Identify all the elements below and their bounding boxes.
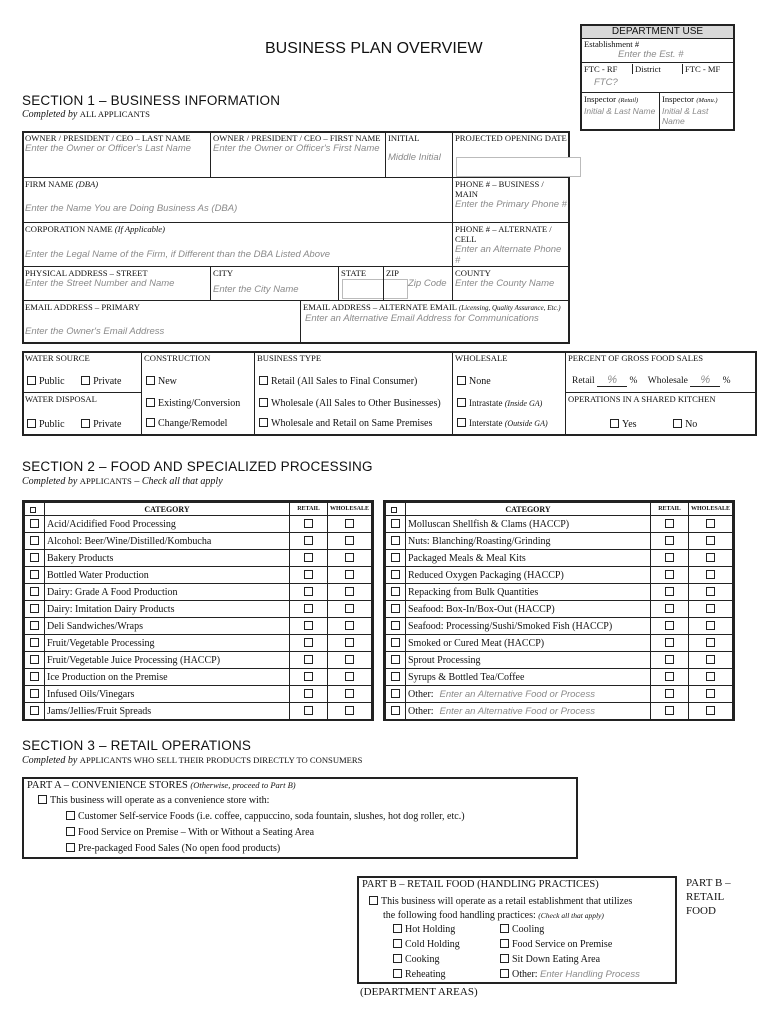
- table-row: [386, 516, 733, 533]
- part-b-title: PART B – RETAIL FOOD (HANDLING PRACTICES): [362, 879, 599, 890]
- water-disposal-public[interactable]: Public: [27, 419, 65, 430]
- row-wholesale-checkbox[interactable]: [328, 652, 372, 669]
- row-retail-checkbox[interactable]: [290, 601, 328, 618]
- ftc-mf-label: FTC - MF: [682, 64, 720, 74]
- row-retail-checkbox[interactable]: [290, 533, 328, 550]
- other-label: Other:: [408, 705, 434, 717]
- row-wholesale-checkbox[interactable]: [328, 550, 372, 567]
- row-checkbox[interactable]: [25, 516, 45, 533]
- part-b-main-checkbox[interactable]: This business will operate as a retail establishment that utilizes: [369, 896, 632, 907]
- row-wholesale-checkbox[interactable]: [328, 584, 372, 601]
- table-row: [386, 652, 733, 669]
- inspector-retail-input[interactable]: Initial & Last Name: [584, 106, 656, 116]
- street-label: PHYSICAL ADDRESS – STREET: [25, 268, 148, 278]
- business-type-both[interactable]: Wholesale and Retail on Same Premises: [259, 418, 432, 429]
- section3-who: APPLICANTS WHO SELL THEIR PRODUCTS DIRECTLY TO CONSUMERS: [79, 755, 363, 765]
- row-checkbox[interactable]: [386, 584, 406, 601]
- col-category: CATEGORY: [45, 503, 290, 516]
- row-wholesale-checkbox[interactable]: [328, 516, 372, 533]
- part-a-self-service[interactable]: Customer Self-service Foods (i.e. coffee, cappuccino, soda fountain, slushes, hot dog roller, etc.): [66, 811, 465, 822]
- corporation-label: CORPORATION NAME: [25, 224, 113, 234]
- row-category: Infused Oils/Vinegars: [45, 686, 290, 703]
- business-type-label: BUSINESS TYPE: [257, 353, 322, 363]
- water-source-label: WATER SOURCE: [25, 353, 90, 363]
- row-wholesale-checkbox[interactable]: [328, 533, 372, 550]
- water-disposal-private[interactable]: Private: [81, 419, 121, 430]
- row-wholesale-checkbox[interactable]: [689, 635, 733, 652]
- row-checkbox[interactable]: [386, 669, 406, 686]
- inspector-retail-note: (Retail): [618, 97, 639, 104]
- row-wholesale-checkbox[interactable]: [328, 601, 372, 618]
- row-category: Seafood: Processing/Sushi/Smoked Fish (HACCP): [406, 618, 651, 635]
- row-checkbox[interactable]: [25, 652, 45, 669]
- percent-sales-label: PERCENT OF GROSS FOOD SALES: [568, 353, 703, 363]
- firm-name-note: (DBA): [75, 179, 99, 189]
- corporation-note: (If Applicable): [114, 224, 165, 234]
- percent-wholesale-label: Wholesale: [647, 376, 688, 386]
- owner-first-input[interactable]: Enter the Owner or Officer's First Name: [213, 143, 380, 154]
- col-wholesale: WHOLESALE: [328, 503, 372, 516]
- col-wholesale: WHOLESALE: [689, 503, 733, 516]
- phone-main-input[interactable]: Enter the Primary Phone #: [455, 199, 567, 210]
- part-b-other-input[interactable]: Enter Handling Process: [540, 969, 640, 980]
- corporation-input[interactable]: Enter the Legal Name of the Firm, if Different than the DBA Listed Above: [25, 249, 331, 260]
- phone-alt-cell: [452, 222, 570, 267]
- zip-cell: [383, 266, 453, 301]
- part-b-other[interactable]: Other: Enter Handling Process: [500, 969, 640, 980]
- food-table-right: [385, 502, 733, 720]
- col-retail: RETAIL: [290, 503, 328, 516]
- row-category: Dairy: Imitation Dairy Products: [45, 601, 290, 618]
- table-row: [25, 703, 372, 720]
- ftc-rf-label: FTC - RF: [584, 64, 618, 74]
- table-row: [25, 601, 372, 618]
- email-alt-cell: [300, 300, 570, 344]
- initial-label: INITIAL: [388, 133, 420, 143]
- table-row: [25, 584, 372, 601]
- ftc-input[interactable]: FTC?: [582, 75, 733, 93]
- row-checkbox[interactable]: [386, 550, 406, 567]
- construction-existing[interactable]: Existing/Conversion: [146, 398, 240, 409]
- food-table-left: [24, 502, 372, 720]
- row-category: Ice Production on the Premise: [45, 669, 290, 686]
- part-a-prepackaged[interactable]: Pre-packaged Food Sales (No open food products): [66, 843, 280, 854]
- row-category: [406, 686, 651, 703]
- business-type-cell: [254, 351, 453, 436]
- row-retail-checkbox[interactable]: [651, 533, 689, 550]
- zip-input[interactable]: Zip Code: [408, 278, 447, 289]
- row-retail-checkbox[interactable]: [651, 601, 689, 618]
- row-wholesale-checkbox[interactable]: [689, 686, 733, 703]
- row-category: Nuts: Blanching/Roasting/Grinding: [406, 533, 651, 550]
- row-category: Bakery Products: [45, 550, 290, 567]
- row-retail-checkbox[interactable]: [651, 686, 689, 703]
- percent-wholesale-input[interactable]: %: [690, 374, 720, 387]
- row-wholesale-checkbox[interactable]: [689, 601, 733, 618]
- row-wholesale-checkbox[interactable]: [328, 567, 372, 584]
- percent-retail-sign: %: [629, 376, 638, 386]
- part-b-box: [357, 876, 677, 984]
- construction-label: CONSTRUCTION: [144, 353, 211, 363]
- percent-sales-cell: [565, 351, 757, 393]
- row-checkbox[interactable]: [25, 618, 45, 635]
- row-wholesale-checkbox[interactable]: [328, 703, 372, 720]
- section2-check-note: – Check all that apply: [134, 476, 223, 487]
- district-label: District: [632, 64, 661, 74]
- part-b-cooking[interactable]: Cooking: [393, 954, 439, 965]
- phone-alt-input[interactable]: Enter an Alternate Phone #: [455, 244, 562, 266]
- owner-first-label: OWNER / PRESIDENT / CEO – FIRST NAME: [213, 133, 381, 143]
- row-retail-checkbox[interactable]: [290, 686, 328, 703]
- table-row: [386, 635, 733, 652]
- percent-retail-input[interactable]: %: [597, 374, 627, 387]
- row-retail-checkbox[interactable]: [290, 550, 328, 567]
- part-a-main-checkbox[interactable]: This business will operate as a convenience store with:: [38, 795, 269, 806]
- opening-date-label: PROJECTED OPENING DATE: [455, 133, 567, 143]
- row-retail-checkbox[interactable]: [290, 516, 328, 533]
- wholesale-intrastate[interactable]: Intrastate (Inside GA): [457, 398, 542, 408]
- street-input[interactable]: Enter the Street Number and Name: [25, 278, 175, 289]
- owner-last-input[interactable]: Enter the Owner or Officer's Last Name: [25, 143, 192, 154]
- part-a-box: [22, 777, 578, 859]
- row-wholesale-checkbox[interactable]: [689, 703, 733, 720]
- part-b-sit-down[interactable]: Sit Down Eating Area: [500, 954, 600, 965]
- row-category: Fruit/Vegetable Juice Processing (HACCP): [45, 652, 290, 669]
- other-label: Other:: [408, 688, 434, 700]
- row-checkbox[interactable]: [25, 669, 45, 686]
- row-retail-checkbox[interactable]: [651, 584, 689, 601]
- section3-completed-by: Completed by: [22, 755, 78, 766]
- row-checkbox[interactable]: [386, 618, 406, 635]
- completed-by-label: Completed by: [22, 109, 78, 120]
- header-check-icon: [25, 503, 45, 516]
- row-retail-checkbox[interactable]: [651, 635, 689, 652]
- county-label: COUNTY: [455, 268, 491, 278]
- row-category: Bottled Water Production: [45, 567, 290, 584]
- row-checkbox[interactable]: [25, 601, 45, 618]
- part-b-hot-holding[interactable]: Hot Holding: [393, 924, 455, 935]
- row-retail-checkbox[interactable]: [290, 635, 328, 652]
- email-alt-note: (Licensing, Quality Assurance, Etc.): [458, 304, 561, 312]
- row-wholesale-checkbox[interactable]: [689, 618, 733, 635]
- other-input[interactable]: Enter an Alternative Food or Process: [439, 688, 595, 700]
- row-wholesale-checkbox[interactable]: [689, 669, 733, 686]
- email-input[interactable]: Enter the Owner's Email Address: [25, 326, 165, 337]
- street-cell: [22, 266, 211, 301]
- state-label: STATE: [341, 268, 367, 278]
- row-category: Fruit/Vegetable Processing: [45, 635, 290, 652]
- department-areas-label: (DEPARTMENT AREAS): [360, 986, 478, 998]
- row-checkbox[interactable]: [386, 686, 406, 703]
- row-checkbox[interactable]: [25, 686, 45, 703]
- water-source-cell: [22, 351, 142, 393]
- table-row: [25, 533, 372, 550]
- table-row: [386, 550, 733, 567]
- zip-label: ZIP: [386, 268, 399, 278]
- row-checkbox[interactable]: [386, 703, 406, 720]
- wholesale-cell: [452, 351, 566, 436]
- row-retail-checkbox[interactable]: [290, 567, 328, 584]
- row-checkbox[interactable]: [25, 550, 45, 567]
- owner-last-cell: [22, 131, 211, 178]
- inspector-manu-label: Inspector: [662, 94, 694, 104]
- water-source-private[interactable]: Private: [81, 376, 121, 387]
- city-cell: [210, 266, 339, 301]
- phone-alt-label: PHONE # – ALTERNATE / CELL: [455, 224, 552, 244]
- part-b-cooling[interactable]: Cooling: [500, 924, 544, 935]
- part-a-food-service[interactable]: Food Service on Premise – With or Without a Seating Area: [66, 827, 314, 838]
- water-source-public[interactable]: Public: [27, 376, 65, 387]
- table-row: [25, 516, 372, 533]
- county-cell: [452, 266, 570, 301]
- inspector-retail-label: Inspector: [584, 94, 616, 104]
- email-cell: [22, 300, 301, 344]
- county-input[interactable]: Enter the County Name: [455, 278, 555, 289]
- completed-by-who: ALL APPLICANTS: [79, 109, 150, 119]
- row-retail-checkbox[interactable]: [651, 516, 689, 533]
- phone-main-label: PHONE # – BUSINESS / MAIN: [455, 179, 544, 199]
- row-checkbox[interactable]: [25, 635, 45, 652]
- inspector-manu-note: (Manu.): [696, 97, 718, 104]
- opening-date-input[interactable]: [456, 157, 581, 177]
- row-category: Alcohol: Beer/Wine/Distilled/Kombucha: [45, 533, 290, 550]
- row-checkbox[interactable]: [25, 703, 45, 720]
- construction-change[interactable]: Change/Remodel: [146, 418, 227, 429]
- construction-cell: [141, 351, 255, 436]
- row-retail-checkbox[interactable]: [651, 618, 689, 635]
- initial-input[interactable]: Middle Initial: [388, 152, 441, 163]
- wholesale-interstate[interactable]: Interstate (Outside GA): [457, 418, 548, 428]
- row-category: [406, 703, 651, 720]
- section2-who: APPLICANTS: [79, 476, 132, 486]
- city-input[interactable]: Enter the City Name: [213, 284, 299, 295]
- firm-name-input[interactable]: Enter the Name You are Doing Business As (DBA): [25, 203, 238, 214]
- row-retail-checkbox[interactable]: [290, 703, 328, 720]
- department-use-box: [580, 24, 735, 131]
- owner-first-cell: [210, 131, 386, 178]
- row-retail-checkbox[interactable]: [290, 584, 328, 601]
- table-row: [386, 618, 733, 635]
- section2-heading: SECTION 2 – FOOD AND SPECIALIZED PROCESSING: [22, 459, 373, 474]
- table-row: [25, 550, 372, 567]
- owner-last-label: OWNER / PRESIDENT / CEO – LAST NAME: [25, 133, 191, 143]
- initial-cell: [385, 131, 453, 178]
- water-disposal-cell: [22, 392, 142, 436]
- section2-subtitle: [22, 476, 223, 487]
- section1-heading: SECTION 1 – BUSINESS INFORMATION: [22, 93, 281, 108]
- row-checkbox[interactable]: [386, 601, 406, 618]
- section2-completed-by: Completed by: [22, 476, 78, 487]
- row-retail-checkbox[interactable]: [651, 550, 689, 567]
- table-row: [386, 567, 733, 584]
- row-wholesale-checkbox[interactable]: [328, 686, 372, 703]
- row-wholesale-checkbox[interactable]: [328, 635, 372, 652]
- part-b-food-service[interactable]: Food Service on Premise: [500, 939, 612, 950]
- part-b-side-label: PART B – RETAIL FOOD: [686, 877, 731, 917]
- establishment-input[interactable]: Enter the Est. #: [582, 49, 733, 63]
- row-category: Packaged Meals & Meal Kits: [406, 550, 651, 567]
- table-row: [25, 618, 372, 635]
- row-category: Syrups & Bottled Tea/Coffee: [406, 669, 651, 686]
- row-retail-checkbox[interactable]: [290, 652, 328, 669]
- row-checkbox[interactable]: [386, 533, 406, 550]
- shared-kitchen-label: OPERATIONS IN A SHARED KITCHEN: [568, 394, 716, 404]
- col-category: CATEGORY: [406, 503, 651, 516]
- row-wholesale-checkbox[interactable]: [689, 652, 733, 669]
- business-type-retail[interactable]: Retail (All Sales to Final Consumer): [259, 376, 417, 387]
- header-check-icon: [386, 503, 406, 516]
- percent-wholesale-sign: %: [722, 376, 731, 386]
- row-wholesale-checkbox[interactable]: [689, 516, 733, 533]
- email-alt-input[interactable]: Enter an Alternative Email Address for Communications: [305, 313, 539, 324]
- shared-kitchen-cell: [565, 392, 757, 436]
- row-wholesale-checkbox[interactable]: [689, 584, 733, 601]
- part-a-title: PART A – CONVENIENCE STORES (Otherwise, proceed to Part B): [27, 780, 296, 791]
- firm-name-label: FIRM NAME: [25, 179, 74, 189]
- table-row: [386, 601, 733, 618]
- email-alt-label: EMAIL ADDRESS – ALTERNATE EMAIL: [303, 302, 457, 312]
- city-label: CITY: [213, 268, 234, 278]
- row-category: Smoked or Cured Meat (HACCP): [406, 635, 651, 652]
- row-category: Acid/Acidified Food Processing: [45, 516, 290, 533]
- table-row: [25, 652, 372, 669]
- wholesale-none[interactable]: None: [457, 376, 491, 387]
- row-checkbox[interactable]: [386, 567, 406, 584]
- row-category: Repacking from Bulk Quantities: [406, 584, 651, 601]
- table-row: [386, 533, 733, 550]
- row-checkbox[interactable]: [25, 584, 45, 601]
- row-wholesale-checkbox[interactable]: [328, 669, 372, 686]
- establishment-label: Establishment #: [584, 39, 640, 49]
- department-use-header: DEPARTMENT USE: [582, 26, 733, 39]
- table-row: [25, 567, 372, 584]
- table-row: [386, 686, 733, 703]
- inspector-manu-input[interactable]: Initial & Last Name: [662, 106, 709, 126]
- section1-subtitle: [22, 109, 150, 120]
- row-retail-checkbox[interactable]: [651, 669, 689, 686]
- other-input[interactable]: Enter an Alternative Food or Process: [439, 705, 595, 717]
- row-category: Reduced Oxygen Packaging (HACCP): [406, 567, 651, 584]
- row-checkbox[interactable]: [386, 635, 406, 652]
- row-category: Sprout Processing: [406, 652, 651, 669]
- wholesale-label: WHOLESALE: [455, 353, 508, 363]
- row-category: Deli Sandwiches/Wraps: [45, 618, 290, 635]
- row-wholesale-checkbox[interactable]: [689, 550, 733, 567]
- row-checkbox[interactable]: [25, 533, 45, 550]
- phone-main-cell: [452, 177, 570, 223]
- part-b-main-line2: the following food handling practices: (Check all that apply): [383, 910, 604, 921]
- percent-retail-label: Retail: [572, 376, 595, 386]
- row-checkbox[interactable]: [25, 567, 45, 584]
- table-row: [25, 669, 372, 686]
- row-checkbox[interactable]: [386, 652, 406, 669]
- row-checkbox[interactable]: [386, 516, 406, 533]
- row-retail-checkbox[interactable]: [651, 652, 689, 669]
- section3-subtitle: [22, 755, 362, 766]
- table-row: [25, 686, 372, 703]
- table-row: [386, 703, 733, 720]
- section3-heading: SECTION 3 – RETAIL OPERATIONS: [22, 738, 252, 753]
- water-disposal-label: WATER DISPOSAL: [25, 394, 97, 404]
- part-b-reheating[interactable]: Reheating: [393, 969, 446, 980]
- construction-new[interactable]: New: [146, 376, 177, 387]
- table-row: [25, 635, 372, 652]
- row-wholesale-checkbox[interactable]: [689, 567, 733, 584]
- row-wholesale-checkbox[interactable]: [328, 618, 372, 635]
- row-wholesale-checkbox[interactable]: [689, 533, 733, 550]
- table-row: [386, 669, 733, 686]
- firm-name-cell: [22, 177, 453, 223]
- row-retail-checkbox[interactable]: [651, 703, 689, 720]
- row-category: Molluscan Shellfish & Clams (HACCP): [406, 516, 651, 533]
- email-label: EMAIL ADDRESS – PRIMARY: [25, 302, 140, 312]
- business-type-wholesale[interactable]: Wholesale (All Sales to Other Businesses): [259, 398, 441, 409]
- corporation-cell: [22, 222, 453, 267]
- row-category: Dairy: Grade A Food Production: [45, 584, 290, 601]
- part-b-cold-holding[interactable]: Cold Holding: [393, 939, 460, 950]
- page-title: BUSINESS PLAN OVERVIEW: [265, 40, 483, 57]
- row-category: Jams/Jellies/Fruit Spreads: [45, 703, 290, 720]
- row-retail-checkbox[interactable]: [290, 618, 328, 635]
- col-retail: RETAIL: [651, 503, 689, 516]
- shared-kitchen-no[interactable]: No: [673, 419, 697, 430]
- row-retail-checkbox[interactable]: [290, 669, 328, 686]
- table-row: [386, 584, 733, 601]
- row-retail-checkbox[interactable]: [651, 567, 689, 584]
- row-category: Seafood: Box-In/Box-Out (HACCP): [406, 601, 651, 618]
- shared-kitchen-yes[interactable]: Yes: [610, 419, 637, 430]
